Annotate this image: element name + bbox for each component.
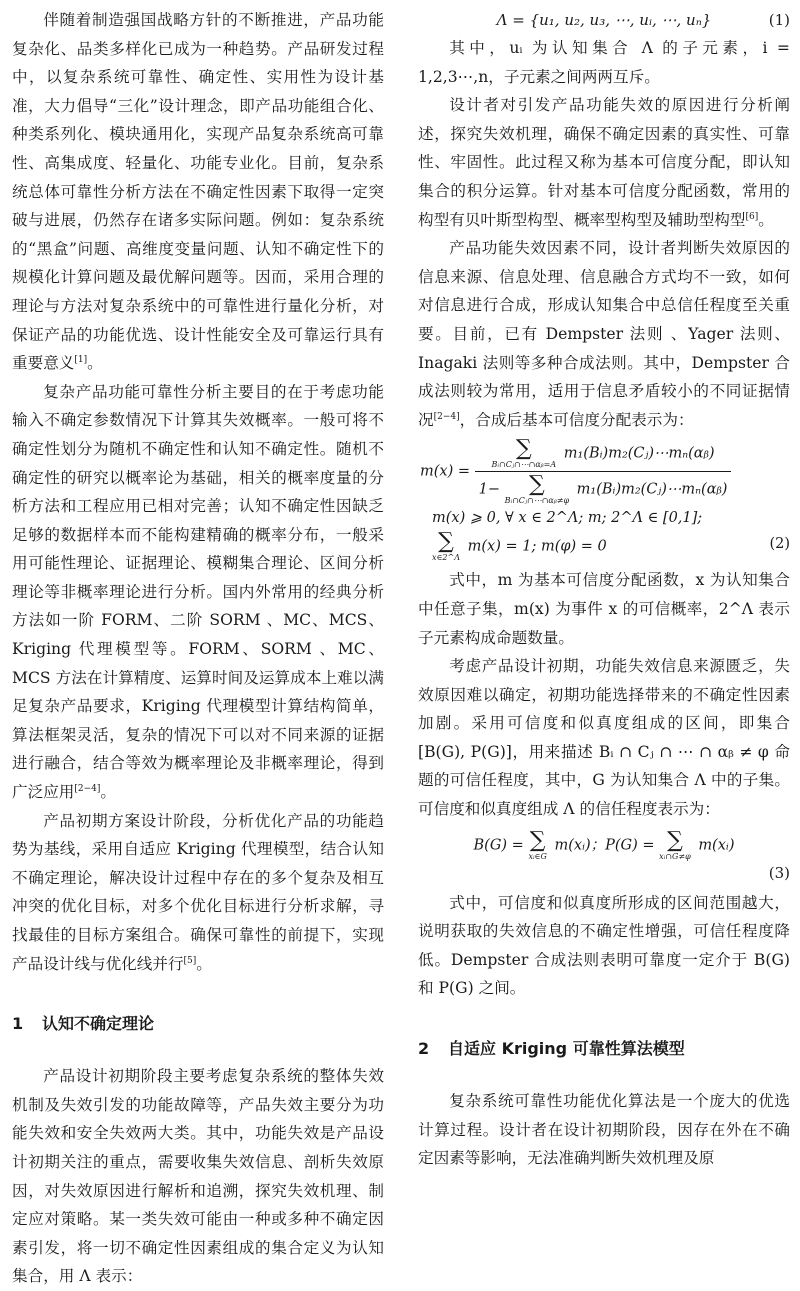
- failure-paragraph: 产品设计初期阶段主要考虑复杂系统的整体失效机制及失效引发的功能故障等，产品失效主要分为功能失效和安全失效两大类。其中，功能失效是产品设计初期关注的重点，需要收集失效信息、剖析失效原因，对失效原因进行解析和追溯，探究失效机理、制定应对策略。某一类失效可能由一种或多种不确定因素引发，将一切不确定性因素组成的集合定义为认知集合，用 Λ 表示：: [12, 1067, 384, 1286]
- citation: [5]: [183, 955, 197, 966]
- left-column: [12, 6, 384, 1291]
- equation-number: (3): [768, 863, 790, 882]
- algorithm-paragraph: 复杂系统可靠性功能优化算法是一个庞大的优选计算过程。设计者在设计初期阶段，因存在外在不确定因素等影响，无法准确判断失效机理及原: [418, 1092, 790, 1168]
- fraction: ∑ Bᵢ∩Cⱼ∩⋯∩αᵦ=A m₁(Bᵢ)m₂(Cⱼ)⋯mₙ(αᵦ) 1− ∑ Bᵢ∩Cⱼ∩⋯∩αᵦ≠φ m₁(Bᵢ)m₂(Cⱼ)⋯mₙ(αᵦ): [475, 438, 732, 505]
- section-heading-2: 2 自适应 Kriging 可靠性算法模型: [418, 1039, 685, 1059]
- bpa-paragraph: 设计者对引发产品功能失效的原因进行分析阐述，探究失效机理，确保不确定因素的真实性、可靠性、牢固性。此过程又称为基本可信度分配，即认知集合的积分运算。针对基本可信度分配函数，常用的构型有贝叶斯型构型、概率型构型及辅助型构型[6]。: [418, 96, 790, 229]
- reliability-paragraph: 复杂产品功能可靠性分析主要目的在于考虑功能输入不确定参数情况下计算其失效概率。一般可将不确定性划分为随机不确定性和认知不确定性。随机不确定性的研究以概率论为基础，相关的概率度量的分析方法和工程应用已相对完善；认知不确定性因缺乏足够的数据样本而不能构建精确的概率分布，一般采用可能性理论、证据理论、模糊集合理论、区间分析理论等非概率理论进行分析。国内外常用的经典分析方法如一阶 FORM、二阶 SORM 、MC、MCS、Kriging 代理模型等。FORM、SORM 、MC、MCS 方法在计算精度、运算时间及运算成本上难以满足复杂产品要求，Kriging 代理模型计算结构简单，算法框架灵活，复杂的情况下可以对不同来源的证据进行融合，结合等效为概率理论及非概率理论，得到广泛应用[2−4]。: [12, 382, 384, 802]
- design-stage-paragraph: 产品初期方案设计阶段，分析优化产品的功能趋势为基线，采用自适应 Kriging 代理模型，结合认知不确定理论，解决设计过程中存在的多个复杂及相互冲突的优化目标，对多个优化目标进行分析求解，寻找最佳的目标方案组合。确保可靠性的前提下，实现产品设计线与优化线并行[5]。: [12, 811, 384, 973]
- citation: [2−4]: [74, 783, 101, 794]
- section-heading-1: 1 认知不确定理论: [12, 1014, 155, 1034]
- equation-2: m(x) = ∑ Bᵢ∩Cⱼ∩⋯∩αᵦ=A m₁(Bᵢ)m₂(Cⱼ)⋯mₙ(αᵦ) 1− ∑ Bᵢ∩Cⱼ∩⋯∩αᵦ≠φ m₁(Bᵢ)m₂(Cⱼ)⋯mₙ(αᵦ) m(x) ⩾ 0, ∀ x ∈ 2^Λ; m; 2^Λ ∈ [0,1]; ∑ x∈2^Λ m(x) = 1; m(φ) = 0 (2): [420, 436, 790, 563]
- citation: [2−4]: [433, 411, 460, 422]
- citation: [6]: [745, 211, 759, 222]
- interval-paragraph: 式中，可信度和似真度所形成的区间范围越大，说明获取的失效信息的不确定性增强，可信任程度降低。Dempster 合成法则表明可靠度一定介于 B(G) 和 P(G) 之间。: [418, 893, 790, 998]
- interval-definition-paragraph: 考虑产品设计初期，功能失效信息来源匮乏，失效原因难以确定，初期功能选择带来的不确定性因素加剧。采用可信度和似真度组成的区间，即集合 [B(G), P(G)]，用来描述 Bᵢ ∩ Cⱼ ∩ ⋯ ∩ αᵦ ≠ φ 命题的可信任程度，其中，G 为认知集合 Λ 中的子集。可信度和似真度组成 Λ 的信任程度表示为：: [418, 657, 790, 819]
- combination-rules-paragraph: 产品功能失效因素不同，设计者判断失效原因的信息来源、信息处理、信息融合方式均不一致，如何对信息进行合成，形成认知集合中总信任程度至关重要。目前，已有 Dempster 法则 、Yager 法则、Inagaki 法则等多种合成法则。其中，Dempster 合成法则较为常用，适用于信息矛盾较小的不同证据情况[2−4]，合成后基本可信度分配表示为：: [418, 239, 790, 429]
- equation-3: B(G) = ∑ xᵢ∈G m(xᵢ)；P(G) = ∑ xᵢ∩G≠φ m(xᵢ) (3): [418, 830, 790, 885]
- equation-1-explanation: 其中，uᵢ 为认知集合 Λ 的子元素，i = 1,2,3⋯,n，子元素之间两两互斥。: [418, 39, 790, 86]
- equation-number: (1): [768, 11, 790, 29]
- equation-2-explanation: 式中，m 为基本可信度分配函数，x 为认知集合中任意子集，m(x) 为事件 x 的可信概率，2^Λ 表示子元素构成命题数量。: [418, 571, 790, 647]
- equation-1: Λ = {u₁, u₂, u₃, ⋯, uᵢ, ⋯, uₙ} (1): [418, 6, 790, 34]
- equation-number: (2): [769, 536, 790, 553]
- right-column: [418, 6, 790, 1173]
- intro-paragraph: 伴随着制造强国战略方针的不断推进，产品功能复杂化、品类多样化已成为一种趋势。产品研发过程中，以复杂系统可靠性、确定性、实用性为设计基准，大力倡导“三化”设计理念，即产品功能组合化、种类系列化、模块通用化，实现产品复杂系统高可靠性、高集成度、轻量化、功能专业化。目前，复杂系统总体可靠性分析方法在不确定性因素下取得一定突破与进展，仍然存在诸多实际问题。例如：复杂系统的“黑盒”问题、高维度变量问题、认知不确定性下的规模化计算问题及最优解问题等。因而，采用合理的理论与方法对复杂系统中的可靠性进行量化分析，对保证产品的功能优选、设计性能安全及可靠运行具有重要意义[1]。: [12, 11, 384, 373]
- citation: [1]: [74, 354, 88, 365]
